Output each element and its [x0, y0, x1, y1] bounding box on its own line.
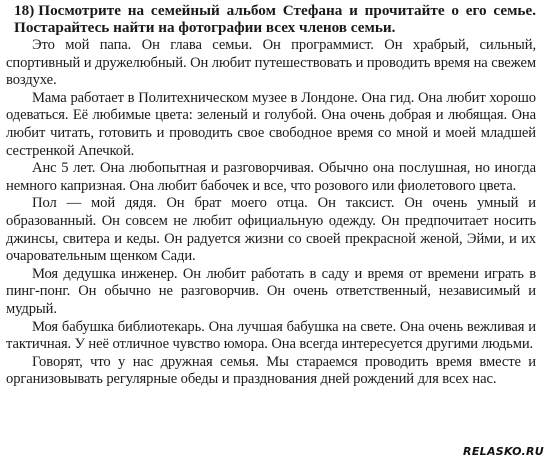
exercise-number: 18)	[14, 2, 35, 19]
paragraph-grandma: Моя бабушка библиотекарь. Она лучшая бабушка на свете. Она очень вежливая и тактичная. У неё отличное чувство юмора. Она всегда интересуется другими людьми.	[6, 318, 536, 353]
paragraph-family: Говорят, что у нас дружная семья. Мы стараемся проводить время вместе и организовывать регулярные обеды и празднования дней рождений для всех нас.	[6, 353, 536, 388]
paragraph-dad: Это мой папа. Он глава семьи. Он программист. Он храбрый, сильный, спортивный и дружелюбный. Он любит путешествовать и проводить время на свежем воздухе.	[6, 37, 536, 89]
paragraph-uncle: Пол — мой дядя. Он брат моего отца. Он таксист. Он очень умный и образованный. Он совсем не любит официальную одежду. Он предпочитает носить джинсы, свитера и кеды. Он радуется жизни со своей прекрасной женой, Эйми, и их очаровательным щенком Сади.	[6, 195, 536, 265]
paragraph-grandpa: Моя дедушка инженер. Он любит работать в саду и время от времени играть в пинг-понг. Он обычно не разговорчив. Он очень ответственный, независимый и мудрый.	[6, 265, 536, 317]
paragraph-mom: Мама работает в Политехническом музее в Лондоне. Она гид. Она любит хорошо одеваться. Её любимые цвета: зеленый и голубой. Она очень добрая и любящая. Она любит читать, готовить и проводить свое свободное время со мной и моей младшей сестренкой Апечкой.	[6, 89, 536, 159]
paragraph-sister: Анс 5 лет. Она любопытная и разговорчивая. Обычно она послушная, но иногда немного капризная. Она любит бабочек и все, что розового или фиолетового цвета.	[6, 160, 536, 194]
exercise-title: Посмотрите на семейный альбом Стефана и прочитайте о его семье. Постарайтесь найти на фотографии всех членов семьи.	[14, 2, 536, 36]
site-watermark: RELASKO.RU	[463, 445, 544, 458]
exercise-heading	[6, 2, 536, 36]
